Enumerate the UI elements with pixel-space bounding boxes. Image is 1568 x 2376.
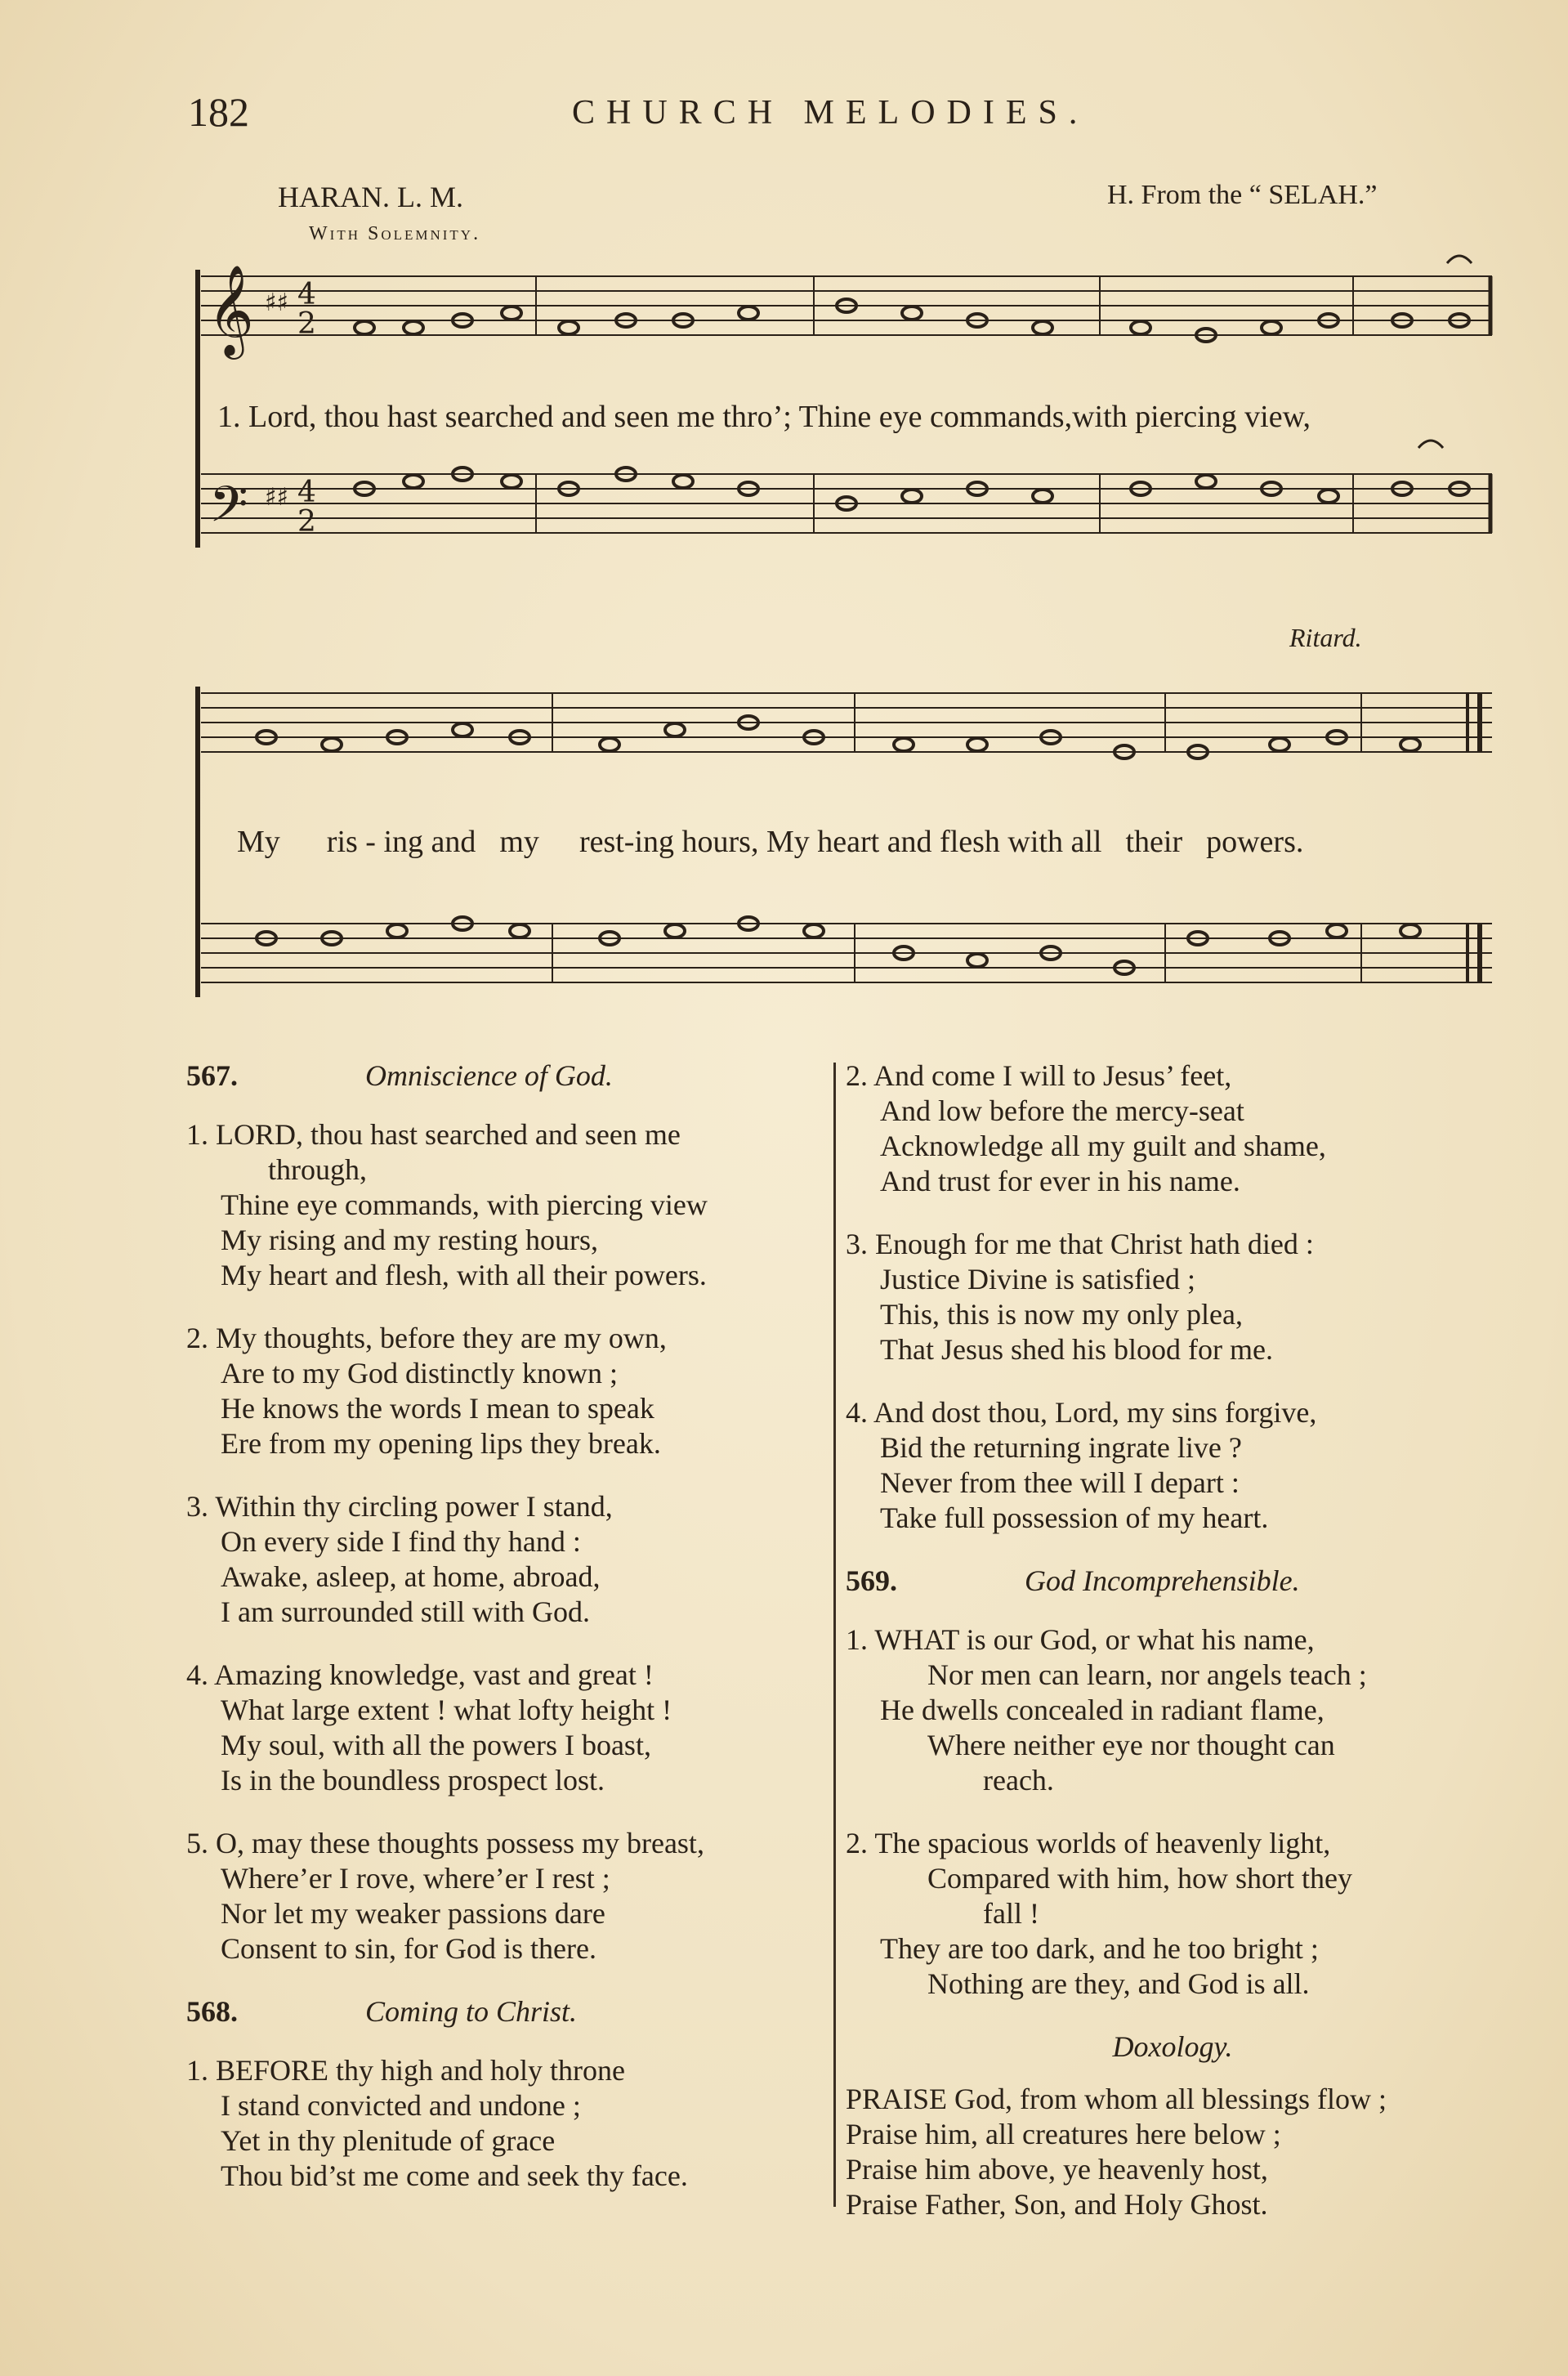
verse-line: Bid the returning ingrate live ? bbox=[880, 1431, 1242, 1464]
bass-staff bbox=[201, 474, 1492, 533]
hymn-title: God Incomprehensible. bbox=[1025, 1564, 1300, 1597]
verse-line: And trust for ever in his name. bbox=[880, 1165, 1240, 1197]
verse-line: My heart and flesh, with all their powers. bbox=[221, 1259, 707, 1291]
stanza bbox=[846, 1058, 1499, 1199]
svg-text:♯♯: ♯♯ bbox=[265, 289, 289, 317]
lyrics-line-2 bbox=[237, 824, 1303, 860]
verse-line: Nor men can learn, nor angels teach ; bbox=[927, 1658, 1367, 1691]
verse-line: This, this is now my only plea, bbox=[880, 1298, 1243, 1331]
right-column bbox=[846, 1058, 1499, 2250]
treble-clef-icon: 𝄞 bbox=[208, 264, 254, 356]
verse-line: 4. And dost thou, Lord, my sins forgive, bbox=[846, 1396, 1317, 1429]
verse-line: Is in the boundless prospect lost. bbox=[221, 1764, 605, 1797]
verse-line: 3. Enough for me that Christ hath died : bbox=[846, 1228, 1314, 1260]
verse-line: 3. Within thy circling power I stand, bbox=[186, 1490, 613, 1523]
lyric-syllable: ris - ing and bbox=[326, 825, 476, 859]
verse-line: Nor let my weaker passions dare bbox=[221, 1897, 605, 1930]
stanza bbox=[846, 1826, 1499, 2002]
lyrics-line-1: 1. Lord, thou hast searched and seen me thro’; Thine eye commands,with piercing view, bbox=[217, 400, 1311, 434]
doxology bbox=[846, 2082, 1499, 2222]
verse-line: What large extent ! what lofty height ! bbox=[221, 1694, 672, 1726]
verse-line: He knows the words I mean to speak bbox=[221, 1392, 654, 1425]
hymn-567-heading bbox=[186, 1058, 832, 1101]
verse-line: Acknowledge all my guilt and shame, bbox=[880, 1130, 1326, 1162]
verse-line: Are to my God distinctly known ; bbox=[221, 1357, 618, 1389]
verse-line: Thine eye commands, with piercing view bbox=[221, 1188, 708, 1221]
verse-line: I stand convicted and undone ; bbox=[221, 2089, 581, 2122]
verse-line: Consent to sin, for God is there. bbox=[221, 1932, 596, 1965]
verse-line: Compared with him, how short they bbox=[927, 1862, 1352, 1895]
fermata-icon bbox=[1447, 256, 1472, 263]
verse-line: Where neither eye nor thought can bbox=[927, 1729, 1335, 1761]
verse-line: fall ! bbox=[983, 1897, 1039, 1930]
fermata-icon bbox=[1418, 441, 1443, 448]
verse-line: 1. LORD, thou hast searched and seen me bbox=[186, 1118, 681, 1151]
verse-line: through, bbox=[268, 1153, 367, 1186]
verse-line: Nothing are they, and God is all. bbox=[927, 1967, 1310, 2000]
svg-text:4: 4 bbox=[297, 476, 316, 509]
verse-line: Praise Father, Son, and Holy Ghost. bbox=[846, 2188, 1268, 2221]
verse-line: Thou bid’st me come and seek thy face. bbox=[221, 2159, 688, 2192]
verse-line: PRAISE God, from whom all blessings flow ; bbox=[846, 2083, 1387, 2115]
tempo-marking: With Solemnity. bbox=[309, 223, 481, 244]
column-divider bbox=[833, 1063, 836, 2207]
stanza bbox=[186, 1658, 832, 1798]
verse-line: 1. WHAT is our God, or what his name, bbox=[846, 1623, 1315, 1656]
left-column bbox=[186, 1058, 832, 2222]
stanza bbox=[846, 1227, 1499, 1367]
verse-line: My soul, with all the powers I boast, bbox=[221, 1729, 651, 1761]
verse-line: Praise him above, ye heavenly host, bbox=[846, 2153, 1268, 2186]
svg-text:2: 2 bbox=[297, 505, 316, 539]
verse-line: They are too dark, and he too bright ; bbox=[880, 1932, 1319, 1965]
verse-line: Take full possession of my heart. bbox=[880, 1501, 1269, 1534]
lyric-syllable: rest-ing hours, My heart and flesh with all bbox=[579, 825, 1102, 859]
stanza bbox=[186, 1321, 832, 1461]
verse-line: Praise him, all creatures here below ; bbox=[846, 2118, 1281, 2150]
verse-line: He dwells concealed in radiant flame, bbox=[880, 1694, 1325, 1726]
verse-line: My rising and my resting hours, bbox=[221, 1224, 598, 1256]
stanza bbox=[186, 1826, 832, 1967]
verse-line: Justice Divine is satisfied ; bbox=[880, 1263, 1195, 1295]
hymn-title: Omniscience of God. bbox=[365, 1059, 613, 1092]
verse-line: 4. Amazing knowledge, vast and great ! bbox=[186, 1658, 654, 1691]
svg-text:2: 2 bbox=[297, 307, 316, 341]
bass-clef-icon: 𝄢 bbox=[209, 476, 248, 546]
treble-staff bbox=[201, 276, 1492, 335]
verse-line: Awake, asleep, at home, abroad, bbox=[221, 1560, 601, 1593]
ritard-marking: Ritard. bbox=[1289, 623, 1362, 652]
hymn-568-heading bbox=[186, 1994, 832, 2037]
stanza bbox=[846, 1622, 1499, 1798]
hymn-title: Coming to Christ. bbox=[365, 1995, 578, 2028]
verse-line: Yet in thy plenitude of grace bbox=[221, 2124, 556, 2157]
verse-line: Never from thee will I depart : bbox=[880, 1466, 1240, 1499]
verse-line: 5. O, may these thoughts possess my breast, bbox=[186, 1827, 704, 1859]
hymn-number: 569. bbox=[846, 1564, 897, 1597]
verse-line: reach. bbox=[983, 1764, 1054, 1797]
tune-name: HARAN. L. M. bbox=[278, 181, 464, 213]
tune-source: H. From the “ SELAH.” bbox=[1107, 180, 1378, 210]
verse-line: Where’er I rove, where’er I rest ; bbox=[221, 1862, 610, 1895]
stanza bbox=[186, 1117, 832, 1293]
verse-line: 2. And come I will to Jesus’ feet, bbox=[846, 1059, 1232, 1092]
lyric-syllable: my bbox=[499, 825, 539, 859]
stanza bbox=[186, 2053, 832, 2194]
verse-line: Ere from my opening lips they break. bbox=[221, 1427, 661, 1460]
verse-line: 1. BEFORE thy high and holy throne bbox=[186, 2054, 625, 2087]
book-title: CHURCH MELODIES. bbox=[572, 94, 1089, 132]
lyric-syllable: powers. bbox=[1206, 825, 1304, 859]
verse-line: I am surrounded still with God. bbox=[221, 1595, 590, 1628]
verse-line: 2. The spacious worlds of heavenly light, bbox=[846, 1827, 1331, 1859]
svg-text:♯♯: ♯♯ bbox=[265, 483, 289, 512]
stanza bbox=[846, 1395, 1499, 1536]
verse-line: 2. My thoughts, before they are my own, bbox=[186, 1322, 667, 1354]
lyric-syllable: their bbox=[1125, 825, 1183, 859]
page-number: 182 bbox=[188, 89, 249, 135]
svg-text:4: 4 bbox=[297, 278, 316, 311]
bass-staff-2 bbox=[201, 924, 1492, 982]
verse-line: On every side I find thy hand : bbox=[221, 1525, 581, 1558]
hymn-569-heading bbox=[846, 1564, 1499, 1606]
hymn-number: 567. bbox=[186, 1059, 238, 1092]
hymn-number: 568. bbox=[186, 1995, 238, 2028]
doxology-title: Doxology. bbox=[1112, 2030, 1233, 2063]
stanza bbox=[186, 1489, 832, 1630]
verse-line: That Jesus shed his blood for me. bbox=[880, 1333, 1273, 1366]
lyric-syllable: My bbox=[237, 825, 280, 859]
running-head bbox=[188, 88, 1495, 137]
verse-line: And low before the mercy-seat bbox=[880, 1094, 1244, 1127]
